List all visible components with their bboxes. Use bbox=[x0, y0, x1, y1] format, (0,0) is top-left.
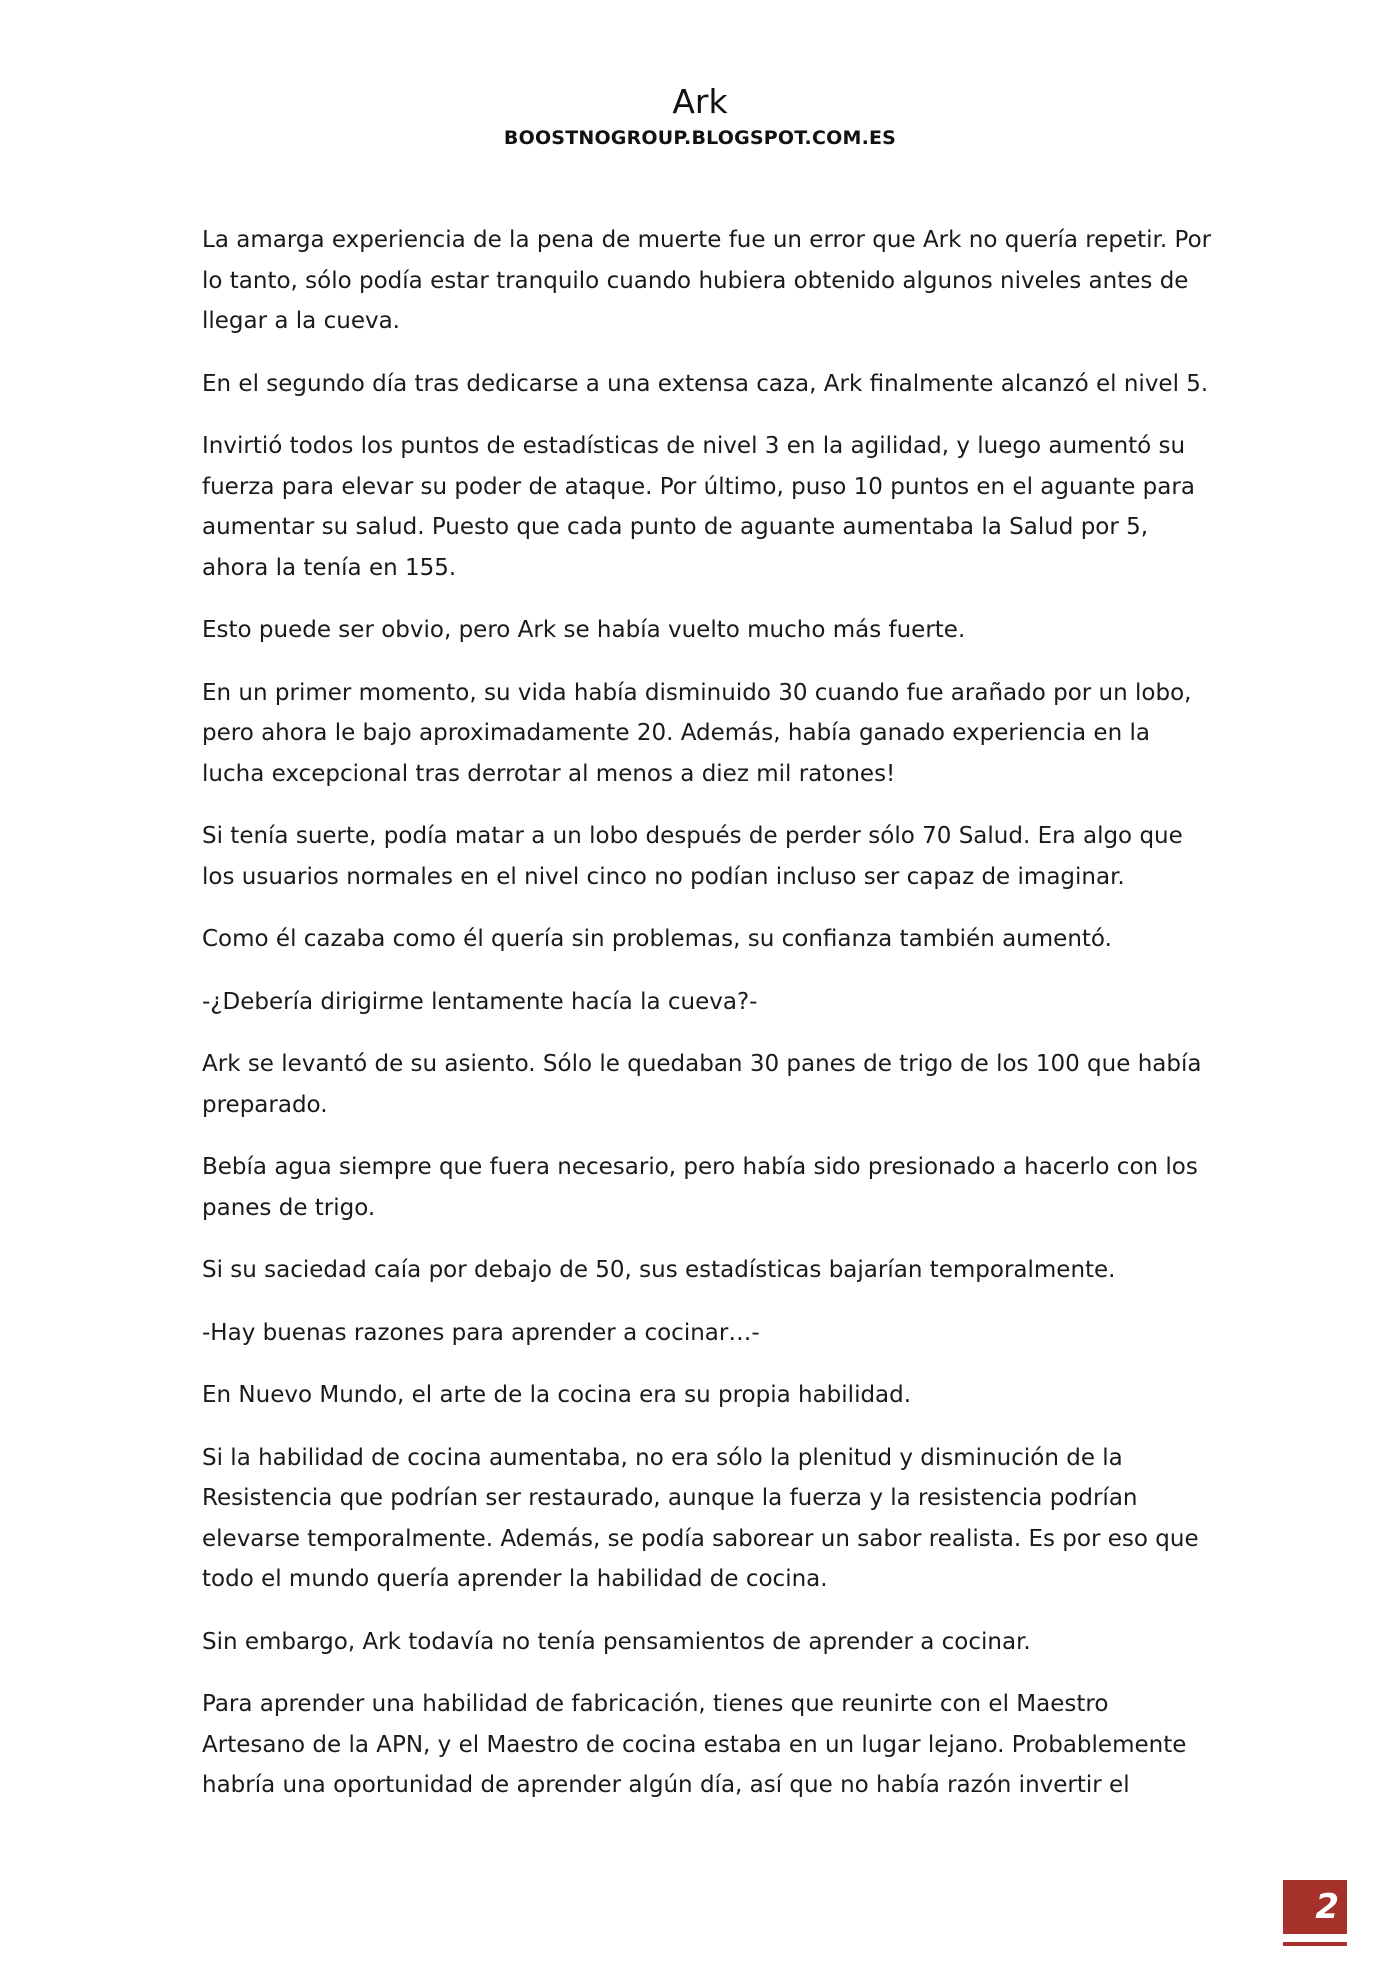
site-url: BOOSTNOGROUP.BLOGSPOT.COM.ES bbox=[503, 127, 897, 149]
paragraph: Esto puede ser obvio, pero Ark se había vuelto mucho más fuerte. bbox=[202, 617, 966, 643]
page-number-underline bbox=[1283, 1942, 1347, 1946]
paragraph: Si la habilidad de cocina aumentaba, no era sólo la plenitud y disminución de la Resistencia que podrían ser restaurado, aunque la fuerza y la resistencia podrían elevarse temporalmente. Además, se podía saborear un sabor realista. Es por eso que todo el mundo quería aprender la habilidad de cocina. bbox=[202, 1444, 1199, 1592]
paragraph: Para aprender una habilidad de fabricación, tienes que reunirte con el Maestro Artesano de la APN, y el Maestro de cocina estaba en un lugar lejano. Probablemente habría una oportunidad de aprender algún día, así que no había razón invertir el bbox=[202, 1691, 1187, 1798]
paragraph: Sin embargo, Ark todavía no tenía pensamientos de aprender a cocinar. bbox=[202, 1628, 1031, 1655]
page-header bbox=[0, 80, 1400, 152]
paragraph: En un primer momento, su vida había disminuido 30 cuando fue arañado por un lobo, pero ahora le bajo aproximadamente 20. Además, había ganado experiencia en la lucha excepcional tras derrotar al menos a diez mil ratones! bbox=[202, 679, 1192, 787]
paragraph: Bebía agua siempre que fuera necesario, pero había sido presionado a hacerlo con los panes de trigo. bbox=[202, 1154, 1198, 1221]
paragraph: Ark se levantó de su asiento. Sólo le quedaban 30 panes de trigo de los 100 que había preparado. bbox=[202, 1051, 1202, 1118]
paragraph: -Hay buenas razones para aprender a cocinar…- bbox=[202, 1319, 760, 1346]
paragraph: La amarga experiencia de la pena de muerte fue un error que Ark no quería repetir. Por lo tanto, sólo podía estar tranquilo cuando hubiera obtenido algunos niveles antes de llegar a la cueva. bbox=[202, 227, 1212, 334]
paragraph: Si tenía suerte, podía matar a un lobo después de perder sólo 70 Salud. Era algo que los usuarios normales en el nivel cinco no podían incluso ser capaz de imaginar. bbox=[202, 823, 1183, 890]
body-text bbox=[202, 220, 1212, 1828]
paragraph: En el segundo día tras dedicarse a una extensa caza, Ark finalmente alcanzó el nivel 5. bbox=[202, 370, 1209, 397]
paragraph: -¿Debería dirigirme lentamente hacía la cueva?- bbox=[202, 988, 758, 1015]
page-number: 2 bbox=[1283, 1880, 1347, 1934]
paragraph: Como él cazaba como él quería sin problemas, su confianza también aumentó. bbox=[202, 926, 1112, 952]
paragraph: Si su saciedad caía por debajo de 50, sus estadísticas bajarían temporalmente. bbox=[202, 1257, 1116, 1283]
paragraph: Invirtió todos los puntos de estadísticas de nivel 3 en la agilidad, y luego aumentó su fuerza para elevar su poder de ataque. Por último, puso 10 puntos en el aguante para aumentar su salud. Puesto que cada punto de aguante aumentaba la Salud por 5, ahora la tenía en 155. bbox=[202, 433, 1195, 581]
paragraph: En Nuevo Mundo, el arte de la cocina era su propia habilidad. bbox=[202, 1382, 912, 1408]
book-title: Ark bbox=[672, 82, 728, 121]
